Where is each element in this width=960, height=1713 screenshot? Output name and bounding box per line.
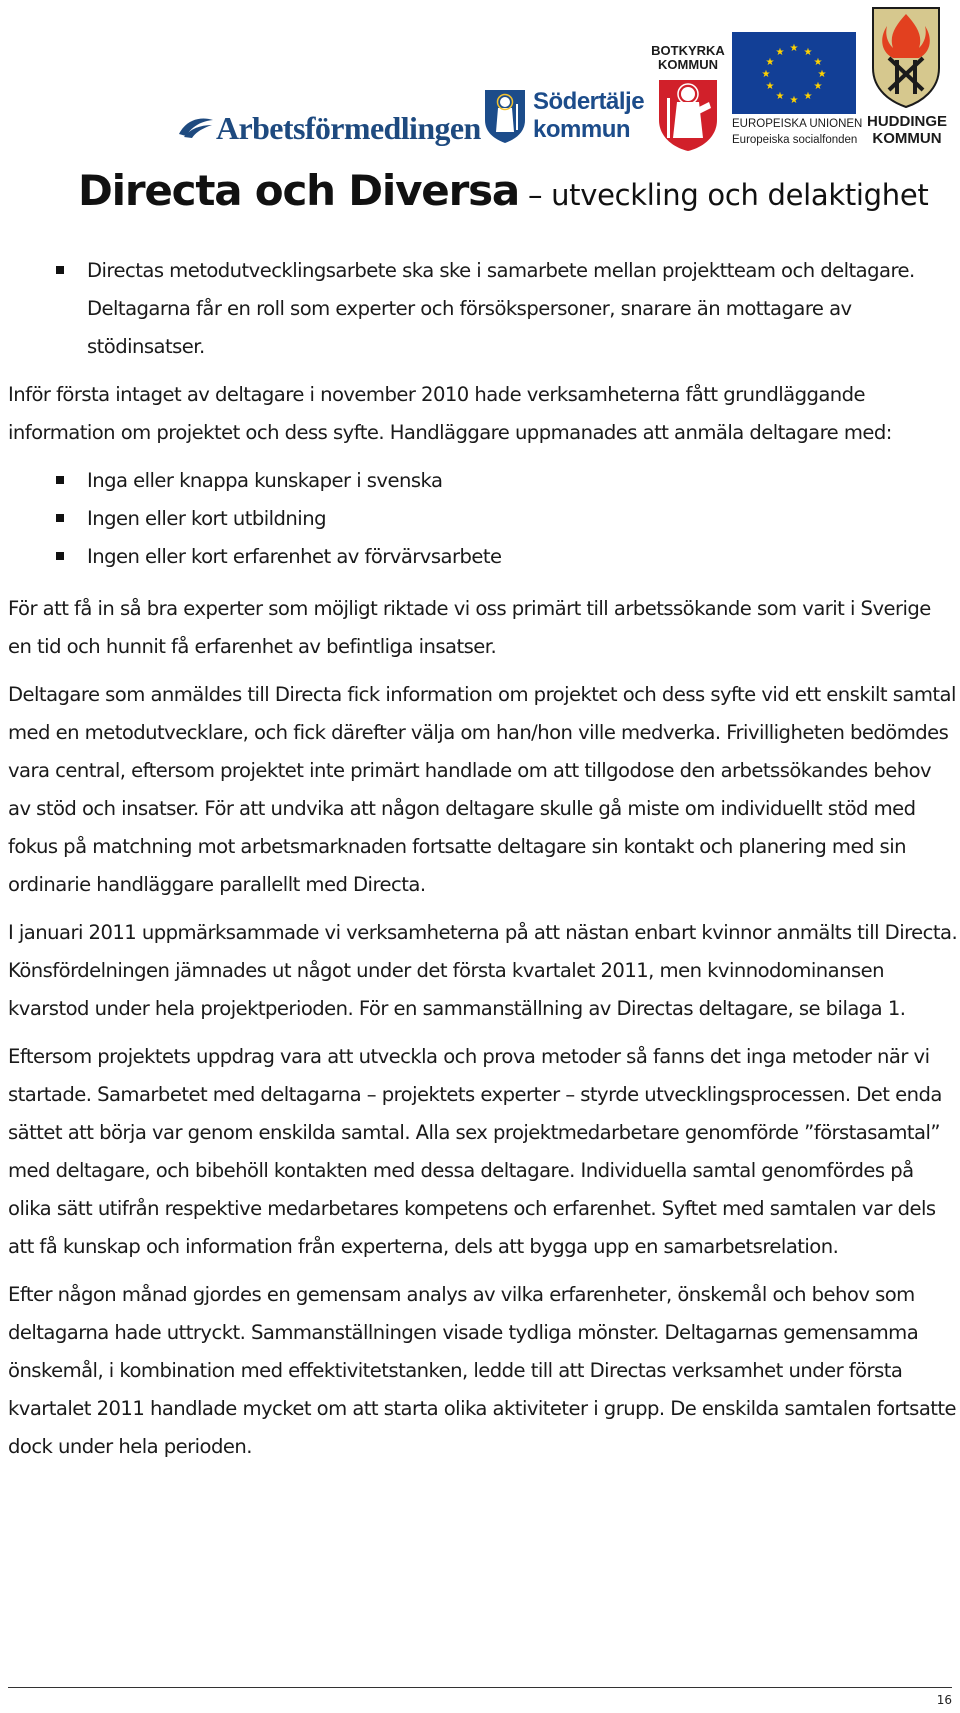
- paragraph: Deltagare som anmäldes till Directa fick information om projektet och dess syfte vid ett enskilt samtal med en metodutvecklare, och fick därefter välja om han/hon ville medverka. Frivilligheten bedömdes vara central, eftersom projektet inte primärt handlade om att tillgodose den arbetssökandes behov av stöd och insatser. För att undvika att någon deltagare skulle gå miste om individuellt stöd med fokus på matchning mot arbetsmarknaden fortsatte deltagare sin kontakt och planering med sin ordinarie handläggare parallellt med Directa.: [8, 683, 956, 896]
- footer-rule: [8, 1687, 952, 1688]
- list-item: Ingen eller kort erfarenhet av förvärvsarbete: [87, 538, 958, 576]
- huddinge-shield-icon: [871, 6, 941, 108]
- paragraph: I januari 2011 uppmärksammade vi verksamheterna på att nästan enbart kvinnor anmälts till Directa. Könsfördelningen jämnades ut något under det första kvartalet 2011, men kvinnodominansen kvarstod under hela projektperioden. För en sammanställning av Directas deltagare, se bilaga 1.: [8, 921, 958, 1020]
- paragraph: Inför första intaget av deltagare i november 2010 hade verksamheterna fått grundläggande information om projektet och dess syfte. Handläggare uppmanades att anmäla deltagare med:: [8, 383, 892, 444]
- list-item: Directas metodutvecklingsarbete ska ske i samarbete mellan projektteam och deltagare. Deltagarna får en roll som experter och försökspersoner, snarare än mottagare av stödinsatser.: [87, 252, 958, 366]
- botkyrka-shield-icon: [657, 78, 719, 152]
- document-body: [8, 252, 958, 1476]
- svg-text:★: ★: [761, 69, 771, 80]
- eu-logo: [732, 32, 863, 152]
- list-item: Inga eller knappa kunskaper i svenska: [87, 462, 958, 500]
- botkyrka-name: [649, 44, 727, 72]
- botkyrka-logo: [648, 40, 728, 150]
- sodertalje-logo: [483, 88, 643, 148]
- intro-bullet-list: [8, 252, 958, 366]
- paragraph: Efter någon månad gjordes en gemensam analys av vilka erfarenheter, önskemål och behov som deltagarna hade uttryckt. Sammanställningen visade tydliga mönster. Deltagarnas gemensamma önskemål, i kombination med effektivitetstanken, ledde till att Directas verksamhet under första kvartalet 2011 handlade mycket om att starta olika aktiviteter i grupp. De enskilda samtalen fortsatte dock under hela perioden.: [8, 1283, 957, 1458]
- huddinge-logo: [862, 6, 952, 152]
- title-subtitle: – utveckling och delaktighet: [519, 178, 929, 212]
- svg-text:★: ★: [765, 57, 775, 68]
- eu-socialfonden-label: Europeiska socialfonden: [732, 134, 858, 146]
- title-main: Directa och Diversa: [78, 166, 520, 215]
- svg-text:★: ★: [789, 95, 799, 106]
- sodertalje-kommun: kommun: [533, 116, 631, 143]
- huddinge-line2: KOMMUN: [872, 130, 942, 147]
- eu-flag-icon: [732, 32, 856, 114]
- arbetsformedlingen-logo: [178, 108, 483, 148]
- paragraph: För att få in så bra experter som möjligt riktade vi oss primärt till arbetssökande som varit i Sverige en tid och hunnit få erfarenhet av befintliga insatser.: [8, 597, 931, 658]
- svg-text:★: ★: [775, 47, 785, 58]
- svg-text:★: ★: [765, 81, 775, 92]
- svg-text:★: ★: [775, 91, 785, 102]
- botkyrka-line2: KOMMUN: [658, 57, 718, 72]
- arbetsformedlingen-wordmark: Arbetsförmedlingen: [216, 110, 481, 146]
- paragraph: Eftersom projektets uppdrag vara att utveckla och prova metoder så fanns det inga metoder när vi startade. Samarbetet med deltagarna – projektets experter – styrde utvecklingsprocessen. Det enda sättet att börja var genom enskilda samtal. Alla sex projektmedarbetare genomförde ”förstasamtal” med deltagare, och bibehöll kontakten med dessa deltagare. Individuella samtal genomfördes på olika sätt utifrån respektive medarbetares kompetens och erfarenhet. Syftet med samtalen var dels att få kunskap och information från experterna, dels att bygga upp en samarbetsrelation.: [8, 1045, 942, 1258]
- svg-text:★: ★: [803, 91, 813, 102]
- eu-union-label: EUROPEISKA UNIONEN: [732, 118, 863, 130]
- svg-text:★: ★: [817, 69, 827, 80]
- criteria-bullet-list: [8, 462, 958, 576]
- svg-text:★: ★: [813, 57, 823, 68]
- botkyrka-line1: BOTKYRKA: [651, 43, 725, 58]
- sodertalje-name: Södertälje: [533, 88, 645, 115]
- list-item: Ingen eller kort utbildning: [87, 500, 958, 538]
- huddinge-name: [862, 113, 952, 147]
- huddinge-line1: HUDDINGE: [866, 113, 947, 130]
- page-number: 16: [936, 1693, 952, 1707]
- svg-text:★: ★: [813, 81, 823, 92]
- svg-text:★: ★: [803, 47, 813, 58]
- sodertalje-shield-icon: [483, 88, 527, 144]
- svg-text:★: ★: [789, 43, 799, 54]
- arbetsformedlingen-swoosh-icon: [178, 116, 214, 138]
- page-title: [78, 166, 928, 215]
